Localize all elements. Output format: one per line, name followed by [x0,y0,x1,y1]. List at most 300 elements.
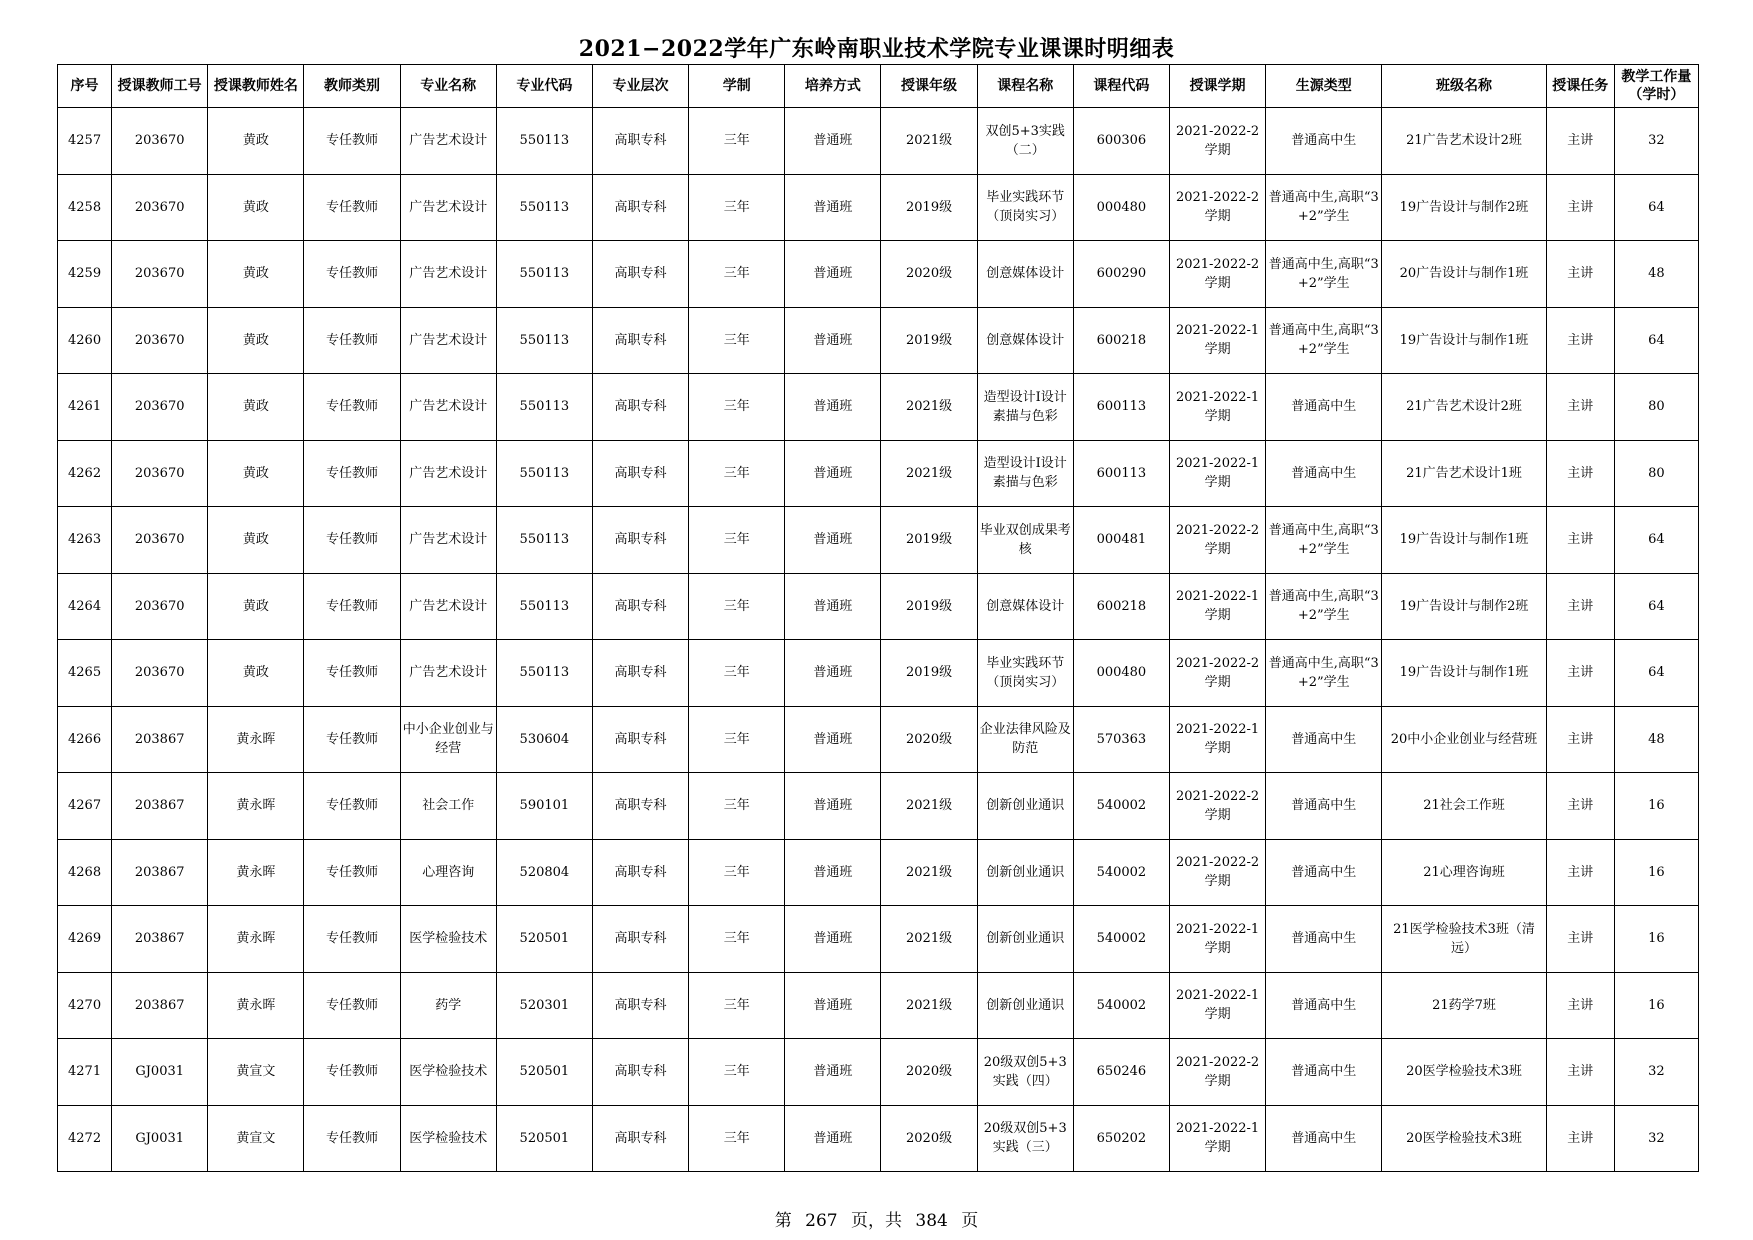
table-cell: 普通高中生 [1266,374,1382,441]
table-cell: 主讲 [1546,706,1614,773]
table-cell: 520804 [496,839,592,906]
table-cell: 创意媒体设计 [977,307,1073,374]
table-cell: 48 [1614,706,1698,773]
table-cell: 高职专科 [592,640,688,707]
table-cell: 2021-2022-2学期 [1169,839,1265,906]
table-cell: 主讲 [1546,972,1614,1039]
table-cell: 造型设计I设计素描与色彩 [977,440,1073,507]
table-cell: 黄政 [208,640,304,707]
table-cell: 21社会工作班 [1382,773,1546,840]
table-cell: 19广告设计与制作2班 [1382,573,1546,640]
table-cell: 主讲 [1546,374,1614,441]
table-cell: 普通班 [785,839,881,906]
table-cell: 专任教师 [304,374,400,441]
table-cell: 2021-2022-2学期 [1169,241,1265,308]
page-title: 2021−2022学年广东岭南职业技术学院专业课课时明细表 [578,36,1175,62]
table-cell: 普通高中生,高职“3+2”学生 [1266,307,1382,374]
table-cell: 550113 [496,573,592,640]
table-cell: 2021-2022-2学期 [1169,773,1265,840]
table-cell: 550113 [496,108,592,175]
table-cell: 2021-2022-1学期 [1169,906,1265,973]
table-cell: 专任教师 [304,307,400,374]
table-cell: 520501 [496,1039,592,1106]
table-cell: 550113 [496,440,592,507]
table-cell: 590101 [496,773,592,840]
table-cell: 高职专科 [592,241,688,308]
table-cell: 4258 [58,174,112,241]
table-cell: 520301 [496,972,592,1039]
table-cell: 2021级 [881,839,977,906]
table-cell: 203670 [112,108,208,175]
footer-suffix: 页 [961,1211,979,1231]
table-cell: 20中小企业创业与经营班 [1382,706,1546,773]
table-cell: 中小企业创业与经营 [400,706,496,773]
table-cell: 600113 [1073,374,1169,441]
table-cell: 普通高中生 [1266,1039,1382,1106]
table-cell: 2021-2022-1学期 [1169,374,1265,441]
table-cell: 64 [1614,507,1698,574]
table-cell: 主讲 [1546,1039,1614,1106]
table-row [58,1039,1699,1106]
table-cell: 64 [1614,640,1698,707]
table-row [58,839,1699,906]
table-cell: 三年 [689,108,785,175]
table-cell: 16 [1614,773,1698,840]
table-cell: 20医学检验技术3班 [1382,1105,1546,1172]
table-cell: 高职专科 [592,174,688,241]
footer-middle: 页，共 [851,1211,902,1231]
table-cell: 600218 [1073,573,1169,640]
table-cell: 三年 [689,573,785,640]
table-cell: 4272 [58,1105,112,1172]
table-cell: 专任教师 [304,1105,400,1172]
table-cell: 专任教师 [304,108,400,175]
table-cell: 20级双创5+3实践（四） [977,1039,1073,1106]
table-cell: 4265 [58,640,112,707]
table-cell: 普通班 [785,174,881,241]
table-cell: 高职专科 [592,374,688,441]
table-cell: 2019级 [881,174,977,241]
table-cell: 专任教师 [304,773,400,840]
table-cell: 4257 [58,108,112,175]
table-cell: 普通班 [785,706,881,773]
table-cell: 专任教师 [304,241,400,308]
table-body [58,108,1699,1172]
table-cell: 2021-2022-1学期 [1169,440,1265,507]
table-cell: 黄宣文 [208,1105,304,1172]
table-cell: 4261 [58,374,112,441]
table-cell: 三年 [689,174,785,241]
table-cell: 创新创业通识 [977,972,1073,1039]
table-cell: 普通班 [785,1105,881,1172]
total-page-number: 384 [915,1211,948,1231]
table-cell: 000480 [1073,174,1169,241]
table-cell: 广告艺术设计 [400,440,496,507]
table-cell: 80 [1614,440,1698,507]
table-cell: 203670 [112,174,208,241]
table-cell: 4270 [58,972,112,1039]
table-row [58,706,1699,773]
table-row [58,440,1699,507]
table-cell: 16 [1614,906,1698,973]
table-cell: 2021-2022-2学期 [1169,174,1265,241]
table-cell: 64 [1614,174,1698,241]
table-cell: 普通班 [785,440,881,507]
table-header-row [58,65,1699,108]
table-cell: 普通班 [785,108,881,175]
table-cell: 广告艺术设计 [400,307,496,374]
table-cell: 2020级 [881,1105,977,1172]
table-cell: 203867 [112,706,208,773]
table-cell: 4262 [58,440,112,507]
table-cell: 203867 [112,906,208,973]
table-cell: 毕业双创成果考核 [977,507,1073,574]
table-cell: 专任教师 [304,1039,400,1106]
table-cell: 普通高中生 [1266,839,1382,906]
table-cell: 550113 [496,174,592,241]
table-cell: 专任教师 [304,972,400,1039]
table-cell: 黄永晖 [208,906,304,973]
table-cell: 专任教师 [304,839,400,906]
table-cell: 2019级 [881,307,977,374]
table-cell: 16 [1614,839,1698,906]
table-cell: 550113 [496,374,592,441]
table-cell: 550113 [496,241,592,308]
table-cell: 高职专科 [592,507,688,574]
table-cell: 550113 [496,507,592,574]
table-cell: 4269 [58,906,112,973]
table-cell: 三年 [689,1039,785,1106]
table-cell: 普通高中生,高职“3+2”学生 [1266,507,1382,574]
table-cell: 530604 [496,706,592,773]
table-cell: 三年 [689,374,785,441]
table-cell: 普通班 [785,773,881,840]
table-cell: 高职专科 [592,1105,688,1172]
table-cell: 2021-2022-1学期 [1169,573,1265,640]
table-cell: 普通高中生 [1266,440,1382,507]
table-cell: 高职专科 [592,573,688,640]
table-cell: 广告艺术设计 [400,108,496,175]
table-cell: 三年 [689,906,785,973]
table-cell: 203670 [112,307,208,374]
table-cell: 普通班 [785,374,881,441]
table-cell: 黄政 [208,174,304,241]
table-cell: 4264 [58,573,112,640]
table-cell: 广告艺术设计 [400,174,496,241]
table-cell: 创意媒体设计 [977,573,1073,640]
table-cell: 医学检验技术 [400,1039,496,1106]
table-cell: 黄永晖 [208,706,304,773]
table-cell: 2021级 [881,108,977,175]
current-page-number: 267 [805,1211,838,1231]
table-cell: 2019级 [881,573,977,640]
table-cell: 32 [1614,1105,1698,1172]
table-cell: 三年 [689,440,785,507]
table-cell: 21药学7班 [1382,972,1546,1039]
table-cell: 高职专科 [592,706,688,773]
table-cell: 创新创业通识 [977,906,1073,973]
table-row [58,108,1699,175]
header-cell: 专业层次 [592,65,688,108]
table-cell: 203670 [112,640,208,707]
table-cell: 三年 [689,307,785,374]
table-cell: 高职专科 [592,972,688,1039]
table-cell: 20医学检验技术3班 [1382,1039,1546,1106]
table-cell: 4268 [58,839,112,906]
table-row [58,507,1699,574]
table-cell: 广告艺术设计 [400,507,496,574]
table-cell: 32 [1614,108,1698,175]
table-cell: 医学检验技术 [400,1105,496,1172]
table-cell: 19广告设计与制作1班 [1382,640,1546,707]
table-cell: 4267 [58,773,112,840]
table-cell: 000481 [1073,507,1169,574]
table-cell: 药学 [400,972,496,1039]
table-cell: 32 [1614,1039,1698,1106]
table-cell: 16 [1614,972,1698,1039]
table-cell: 21广告艺术设计1班 [1382,440,1546,507]
table-cell: 2021级 [881,773,977,840]
table-cell: 普通班 [785,640,881,707]
table-cell: 黄政 [208,241,304,308]
table-cell: 黄政 [208,374,304,441]
table-row [58,972,1699,1039]
table-cell: 三年 [689,972,785,1039]
table-cell: 20级双创5+3实践（三） [977,1105,1073,1172]
header-cell: 授课教师工号 [112,65,208,108]
table-cell: 普通高中生,高职“3+2”学生 [1266,174,1382,241]
table-cell: 203670 [112,573,208,640]
table-cell: 造型设计I设计素描与色彩 [977,374,1073,441]
table-cell: 203867 [112,972,208,1039]
table-cell: 黄永晖 [208,839,304,906]
table-cell: 高职专科 [592,839,688,906]
header-cell: 授课任务 [1546,65,1614,108]
header-cell: 授课年级 [881,65,977,108]
table-cell: 600218 [1073,307,1169,374]
header-cell: 培养方式 [785,65,881,108]
table-cell: 4263 [58,507,112,574]
header-cell: 专业名称 [400,65,496,108]
table-cell: 80 [1614,374,1698,441]
table-cell: 2021-2022-1学期 [1169,706,1265,773]
table-cell: 广告艺术设计 [400,241,496,308]
table-cell: 普通班 [785,1039,881,1106]
table-cell: 普通班 [785,906,881,973]
header-cell: 专业代码 [496,65,592,108]
table-row [58,640,1699,707]
page-footer [0,1206,1753,1231]
table-cell: 600113 [1073,440,1169,507]
table-cell: 540002 [1073,906,1169,973]
table-cell: 专任教师 [304,906,400,973]
table-cell: 普通高中生 [1266,1105,1382,1172]
table-cell: 2021-2022-2学期 [1169,1039,1265,1106]
table-cell: 三年 [689,839,785,906]
table-row [58,374,1699,441]
header-cell: 教师类别 [304,65,400,108]
table-cell: 2019级 [881,507,977,574]
table-cell: 社会工作 [400,773,496,840]
table-cell: 三年 [689,640,785,707]
table-row [58,773,1699,840]
table-cell: 专任教师 [304,174,400,241]
table-cell: 普通高中生 [1266,972,1382,1039]
table-cell: 主讲 [1546,839,1614,906]
table-cell: 三年 [689,1105,785,1172]
table-row [58,1105,1699,1172]
table-cell: 黄政 [208,307,304,374]
table-cell: 203670 [112,374,208,441]
table-cell: 高职专科 [592,1039,688,1106]
table-cell: 570363 [1073,706,1169,773]
table-cell: 203670 [112,241,208,308]
table-cell: 203670 [112,507,208,574]
table-cell: 2021级 [881,906,977,973]
table-cell: 广告艺术设计 [400,374,496,441]
table-cell: 21广告艺术设计2班 [1382,108,1546,175]
table-cell: 2020级 [881,706,977,773]
table-cell: 2021-2022-1学期 [1169,1105,1265,1172]
table-cell: 550113 [496,640,592,707]
table-cell: 主讲 [1546,507,1614,574]
table-cell: 黄永晖 [208,972,304,1039]
table-cell: 64 [1614,307,1698,374]
footer-prefix: 第 [774,1211,792,1231]
table-cell: 2021级 [881,374,977,441]
table-cell: 专任教师 [304,573,400,640]
table-cell: 540002 [1073,839,1169,906]
table-cell: 三年 [689,773,785,840]
course-hours-table [57,64,1699,1172]
header-cell: 课程代码 [1073,65,1169,108]
table-cell: 21心理咨询班 [1382,839,1546,906]
table-cell: GJ0031 [112,1039,208,1106]
table-cell: 2019级 [881,640,977,707]
table-cell: 普通高中生 [1266,706,1382,773]
table-cell: 主讲 [1546,640,1614,707]
table-cell: 普通高中生,高职“3+2”学生 [1266,241,1382,308]
table-cell: 550113 [496,307,592,374]
header-cell: 教学工作量（学时） [1614,65,1698,108]
header-cell: 序号 [58,65,112,108]
table-cell: 19广告设计与制作2班 [1382,174,1546,241]
table-cell: 203670 [112,440,208,507]
table-cell: 心理咨询 [400,839,496,906]
table-cell: 主讲 [1546,174,1614,241]
table-cell: 650202 [1073,1105,1169,1172]
table-row [58,573,1699,640]
table-cell: 000480 [1073,640,1169,707]
header-cell: 授课教师姓名 [208,65,304,108]
table-cell: 黄永晖 [208,773,304,840]
table-cell: 普通班 [785,307,881,374]
table-cell: 4266 [58,706,112,773]
table-cell: 20广告设计与制作1班 [1382,241,1546,308]
table-cell: 普通高中生,高职“3+2”学生 [1266,640,1382,707]
table-cell: 普通班 [785,972,881,1039]
table-row [58,307,1699,374]
table-cell: 2021-2022-1学期 [1169,972,1265,1039]
table-cell: 48 [1614,241,1698,308]
table-cell: 毕业实践环节（顶岗实习） [977,640,1073,707]
table-cell: 普通班 [785,507,881,574]
table-cell: 540002 [1073,773,1169,840]
table-cell: 19广告设计与制作1班 [1382,507,1546,574]
table-cell: 高职专科 [592,307,688,374]
table-cell: 黄政 [208,507,304,574]
table-cell: 主讲 [1546,108,1614,175]
table-cell: 专任教师 [304,440,400,507]
table-cell: 203867 [112,773,208,840]
table-row [58,174,1699,241]
table-cell: 创新创业通识 [977,839,1073,906]
header-cell: 班级名称 [1382,65,1546,108]
table-cell: 203867 [112,839,208,906]
table-cell: 主讲 [1546,906,1614,973]
table-cell: 4260 [58,307,112,374]
table-cell: 创新创业通识 [977,773,1073,840]
table-cell: 主讲 [1546,307,1614,374]
table-cell: 2020级 [881,1039,977,1106]
table-cell: 520501 [496,906,592,973]
table-cell: 双创5+3实践（二） [977,108,1073,175]
table-cell: 21医学检验技术3班（清远） [1382,906,1546,973]
header-cell: 课程名称 [977,65,1073,108]
table-cell: 广告艺术设计 [400,573,496,640]
table-cell: 三年 [689,706,785,773]
table-cell: 三年 [689,241,785,308]
table-cell: 创意媒体设计 [977,241,1073,308]
table-cell: 高职专科 [592,108,688,175]
table-cell: 2021级 [881,440,977,507]
table-cell: 4259 [58,241,112,308]
table-cell: 主讲 [1546,241,1614,308]
table-cell: 高职专科 [592,440,688,507]
table-cell: 黄政 [208,108,304,175]
table-cell: 2020级 [881,241,977,308]
table-row [58,241,1699,308]
table-cell: 2021-2022-1学期 [1169,307,1265,374]
table-cell: 主讲 [1546,573,1614,640]
table-cell: 主讲 [1546,1105,1614,1172]
table-cell: 2021-2022-2学期 [1169,108,1265,175]
table-cell: 普通高中生 [1266,108,1382,175]
header-cell: 生源类型 [1266,65,1382,108]
table-cell: 高职专科 [592,906,688,973]
table-cell: 2021-2022-2学期 [1169,507,1265,574]
table-cell: 专任教师 [304,640,400,707]
table-cell: 广告艺术设计 [400,640,496,707]
table-cell: 2021-2022-2学期 [1169,640,1265,707]
table-cell: 专任教师 [304,507,400,574]
table-cell: 普通班 [785,241,881,308]
table-cell: 黄政 [208,440,304,507]
header-cell: 授课学期 [1169,65,1265,108]
table-cell: 高职专科 [592,773,688,840]
table-cell: 540002 [1073,972,1169,1039]
table-cell: 650246 [1073,1039,1169,1106]
table-cell: 普通高中生 [1266,906,1382,973]
table-row [58,906,1699,973]
table-cell: 主讲 [1546,773,1614,840]
table-cell: 黄宣文 [208,1039,304,1106]
table-cell: 2021级 [881,972,977,1039]
table-cell: 医学检验技术 [400,906,496,973]
table-cell: 三年 [689,507,785,574]
table-cell: 520501 [496,1105,592,1172]
table-cell: GJ0031 [112,1105,208,1172]
